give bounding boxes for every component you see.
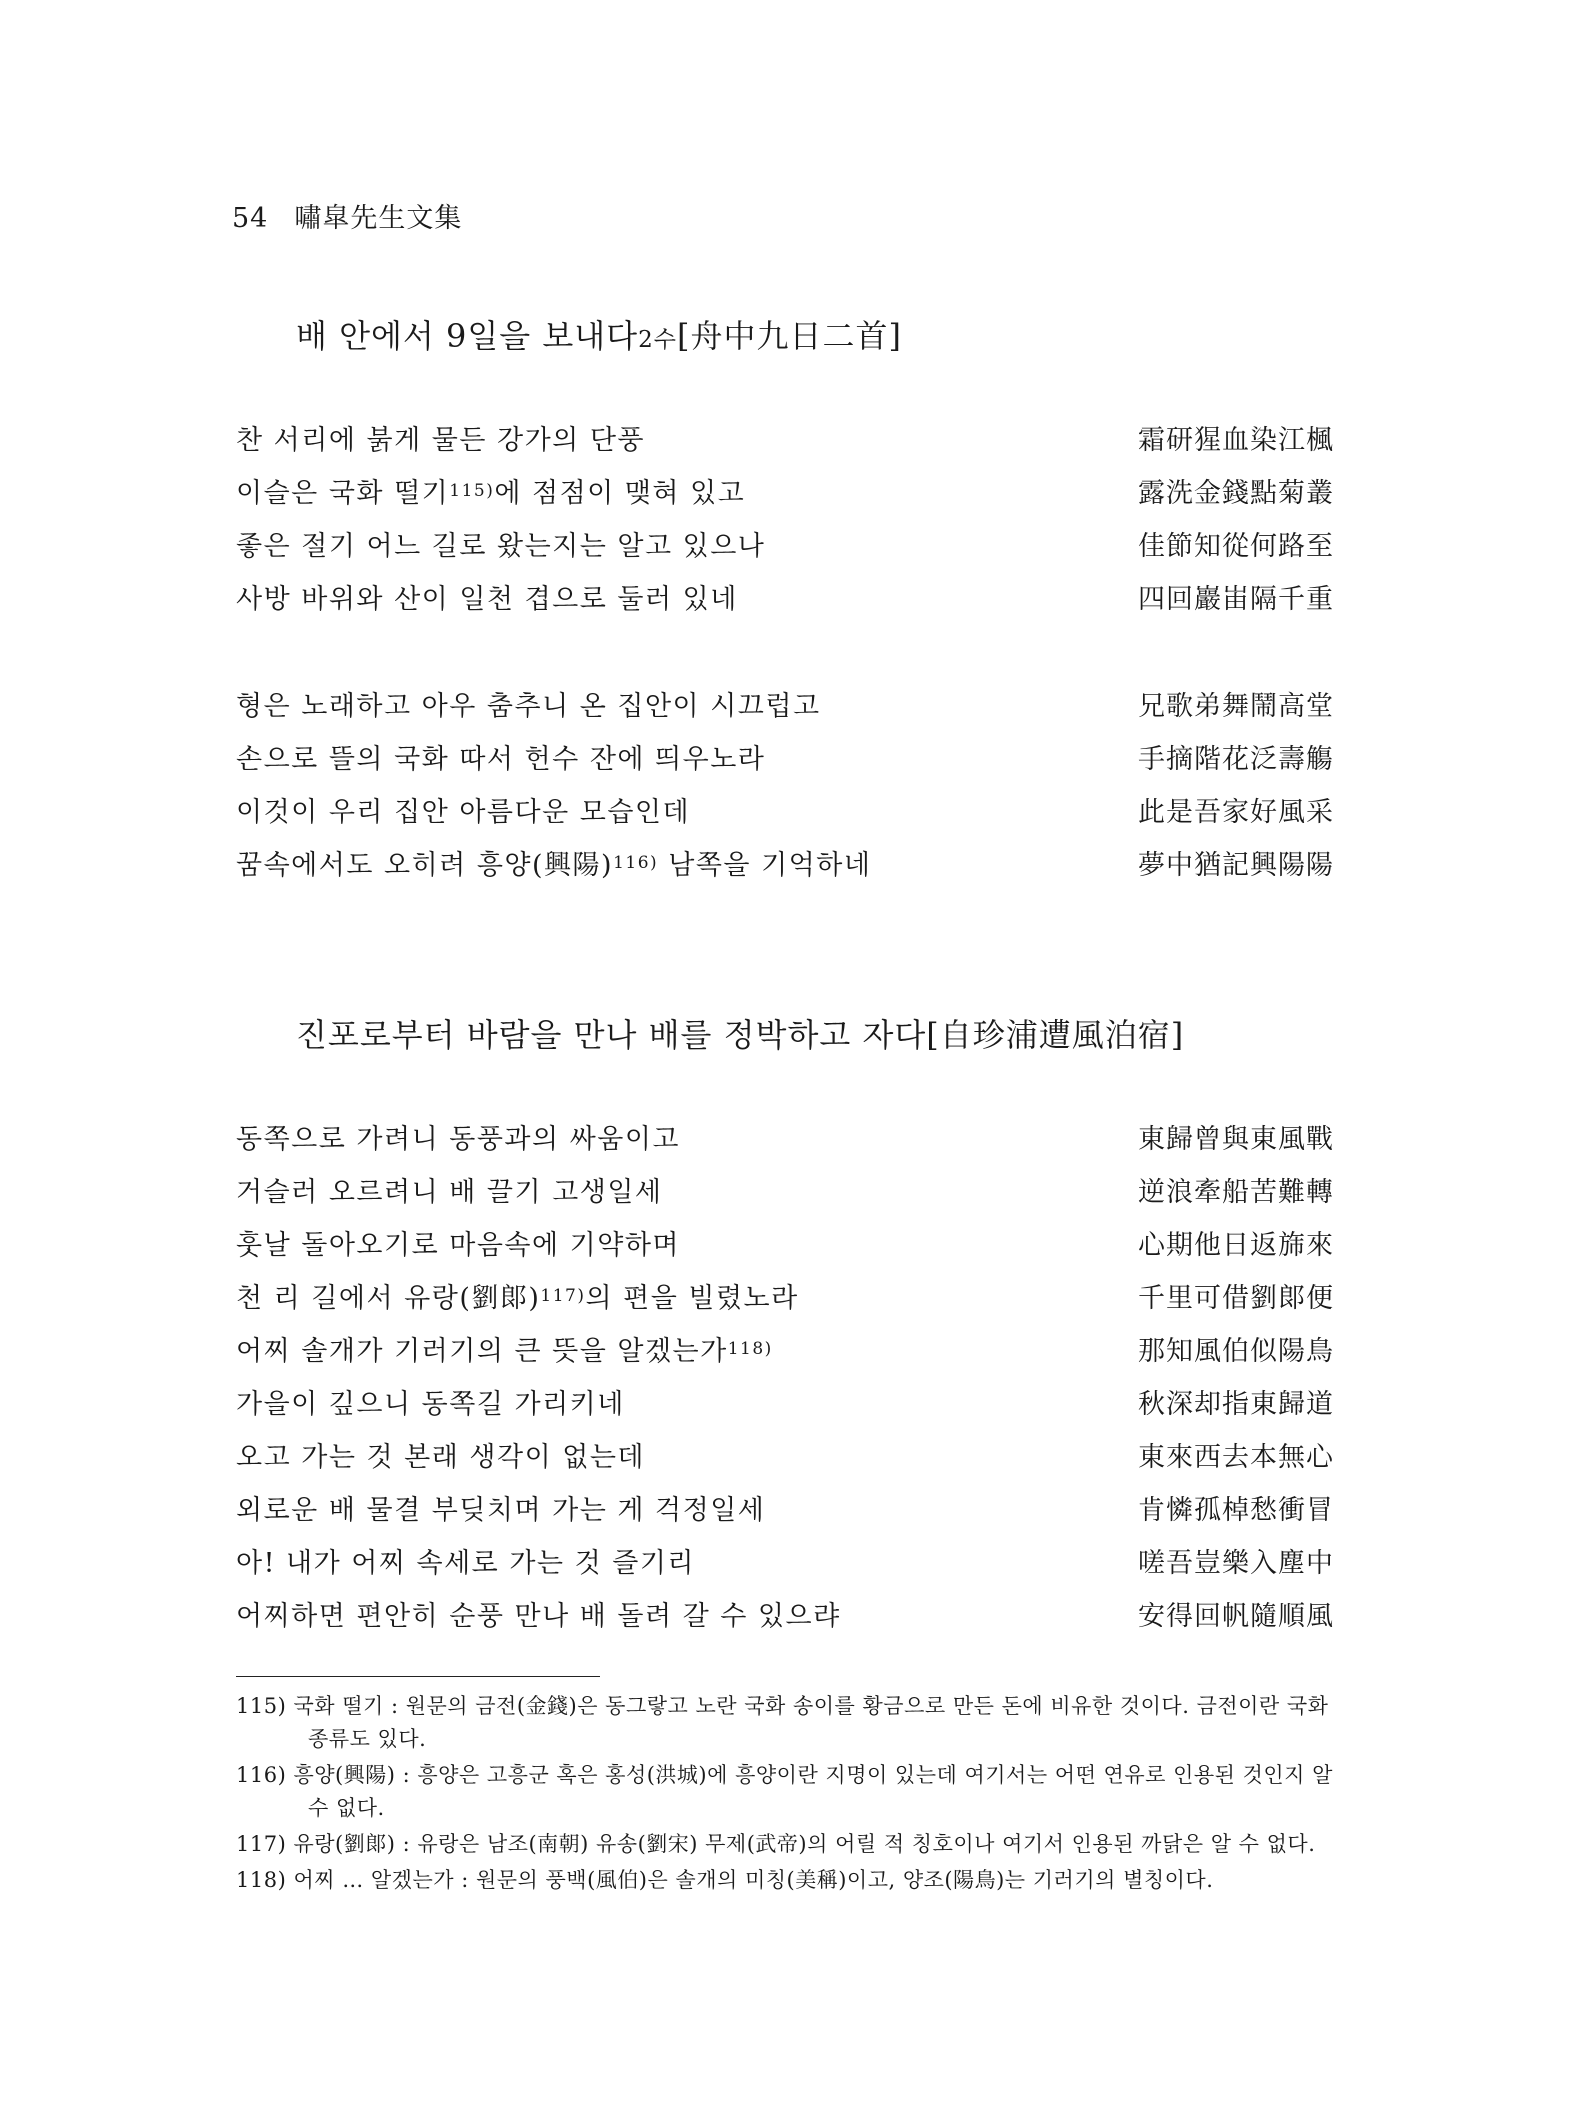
footnote-number: 118) (236, 1868, 287, 1892)
korean-verse: 동쪽으로 가려니 동풍과의 싸움이고 (236, 1124, 680, 1155)
poem-line (236, 577, 1334, 630)
hanja-verse: 肯憐孤棹愁衝冒 (1138, 1495, 1334, 1526)
poem-line (236, 524, 1334, 577)
korean-verse: 외로운 배 물결 부딪치며 가는 게 걱정일세 (236, 1495, 766, 1526)
poem-line (236, 1170, 1334, 1223)
poem-line (236, 418, 1334, 471)
korean-verse: 어찌 솔개가 기러기의 큰 뜻을 알겠는가$^{118)}$ (236, 1336, 773, 1367)
poem-line (236, 1382, 1334, 1435)
poem-line (236, 790, 1334, 843)
poem-line (236, 684, 1334, 737)
footnote-text: 어찌 … 알겠는가 : 원문의 풍백(風伯)은 솔개의 미칭(美稱)이고, 양조(陽鳥)는 기러기의 별칭이다. (293, 1868, 1214, 1892)
footnote-text: 국화 떨기 : 원문의 금전(金錢)은 동그랗고 노란 국화 송이를 황금으로 만든 돈에 비유한 것이다. 금전이란 국화 종류도 있다. (293, 1694, 1329, 1751)
footnote (236, 1864, 1334, 1897)
hanja-verse: 兄歌弟舞鬧高堂 (1138, 691, 1334, 722)
poem-stanza (236, 418, 1334, 630)
korean-verse: 가을이 깊으니 동쪽길 가리키네 (236, 1389, 625, 1420)
poem-title-hanja: [自珍浦遭風泊宿] (926, 1016, 1185, 1054)
poem-line (236, 1541, 1334, 1594)
poem-line (236, 1276, 1334, 1329)
poem-title (296, 1010, 1184, 1056)
poem-stanza (236, 684, 1334, 896)
korean-verse: 천 리 길에서 유랑(劉郞)$^{117)}$의 편을 빌렸노라 (236, 1283, 799, 1314)
hanja-verse: 秋深却指東歸道 (1138, 1389, 1334, 1420)
korean-verse: 훗날 돌아오기로 마음속에 기약하며 (236, 1230, 680, 1261)
hanja-verse: 安得回帆隨順風 (1138, 1601, 1334, 1632)
footnote-number: 117) (236, 1832, 287, 1856)
footnote-marker: 115) (449, 481, 495, 501)
hanja-verse: 嗟吾豈樂入塵中 (1138, 1548, 1334, 1579)
korean-verse: 찬 서리에 붉게 물든 강가의 단풍 (236, 425, 645, 456)
footnote-marker: 116) (613, 853, 659, 873)
footnote-marker: 118) (727, 1339, 773, 1359)
poem-line (236, 471, 1334, 524)
poem-line (236, 1488, 1334, 1541)
footnote-marker: 117) (540, 1286, 586, 1306)
hanja-verse: 佳節知從何路至 (1138, 531, 1334, 562)
korean-verse: 거슬러 오르려니 배 끌기 고생일세 (236, 1177, 663, 1208)
hanja-verse: 霜研猩血染江楓 (1138, 425, 1334, 456)
footnote (236, 1759, 1334, 1825)
hanja-verse: 逆浪牽船苦難轉 (1138, 1177, 1334, 1208)
poem-line (236, 1329, 1334, 1382)
poem-title (296, 311, 902, 357)
hanja-verse: 夢中猶記興陽陽 (1138, 850, 1334, 881)
korean-verse: 아! 내가 어찌 속세로 가는 것 즐기리 (236, 1548, 695, 1579)
footnote-divider (236, 1676, 600, 1677)
poem-line (236, 737, 1334, 790)
footnotes (236, 1690, 1334, 1900)
hanja-verse: 千里可借劉郞便 (1138, 1283, 1334, 1314)
hanja-verse: 此是吾家好風采 (1138, 797, 1334, 828)
korean-verse: 어찌하면 편안히 순풍 만나 배 돌려 갈 수 있으랴 (236, 1601, 841, 1632)
poem-line (236, 1117, 1334, 1170)
poem-line (236, 843, 1334, 896)
hanja-verse: 那知風伯似陽鳥 (1138, 1336, 1334, 1367)
poem-line (236, 1594, 1334, 1647)
hanja-verse: 露洗金錢點菊叢 (1138, 478, 1334, 509)
poem-line (236, 1223, 1334, 1276)
hanja-verse: 心期他日返旆來 (1138, 1230, 1334, 1261)
poem-title-korean: 진포로부터 바람을 만나 배를 정박하고 자다 (296, 1016, 927, 1054)
book-title: 嘯皐先生文集 (294, 203, 463, 234)
footnote-text: 유랑(劉郞) : 유랑은 남조(南朝) 유송(劉宋) 무제(武帝)의 어릴 적 칭호이나 여기서 인용된 까닭은 알 수 없다. (293, 1832, 1316, 1856)
poem-title-hanja: [舟中九日二首] (676, 317, 902, 355)
footnote-text: 흥양(興陽) : 흥양은 고흥군 혹은 홍성(洪城)에 흥양이란 지명이 있는데 여기서는 어떤 연유로 인용된 것인지 알 수 없다. (293, 1763, 1333, 1820)
korean-verse: 형은 노래하고 아우 춤추니 온 집안이 시끄럽고 (236, 691, 821, 722)
hanja-verse: 東歸曾與東風戰 (1138, 1124, 1334, 1155)
poem-count-note: 2수 (638, 327, 677, 353)
korean-verse: 꿈속에서도 오히려 흥양(興陽)$^{116)}$ 남쪽을 기억하네 (236, 850, 872, 881)
korean-verse: 손으로 뜰의 국화 따서 헌수 잔에 띄우노라 (236, 744, 766, 775)
footnote (236, 1828, 1334, 1861)
korean-verse: 이슬은 국화 떨기$^{115)}$에 점점이 맺혀 있고 (236, 478, 746, 509)
korean-verse: 좋은 절기 어느 길로 왔는지는 알고 있으나 (236, 531, 766, 562)
footnote-number: 115) (236, 1694, 287, 1718)
poem-line (236, 1435, 1334, 1488)
poem-stanza (236, 1117, 1334, 1647)
hanja-verse: 東來西去本無心 (1138, 1442, 1334, 1473)
footnote-number: 116) (236, 1763, 287, 1787)
running-header (232, 196, 462, 235)
page-number: 54 (232, 203, 269, 234)
korean-verse: 오고 가는 것 본래 생각이 없는데 (236, 1442, 645, 1473)
hanja-verse: 手摘階花泛壽觴 (1138, 744, 1334, 775)
korean-verse: 사방 바위와 산이 일천 겹으로 둘러 있네 (236, 584, 738, 615)
korean-verse: 이것이 우리 집안 아름다운 모습인데 (236, 797, 691, 828)
poem-title-korean: 배 안에서 9일을 보내다 (296, 317, 639, 355)
footnote (236, 1690, 1334, 1756)
hanja-verse: 四回巖峀隔千重 (1138, 584, 1334, 615)
